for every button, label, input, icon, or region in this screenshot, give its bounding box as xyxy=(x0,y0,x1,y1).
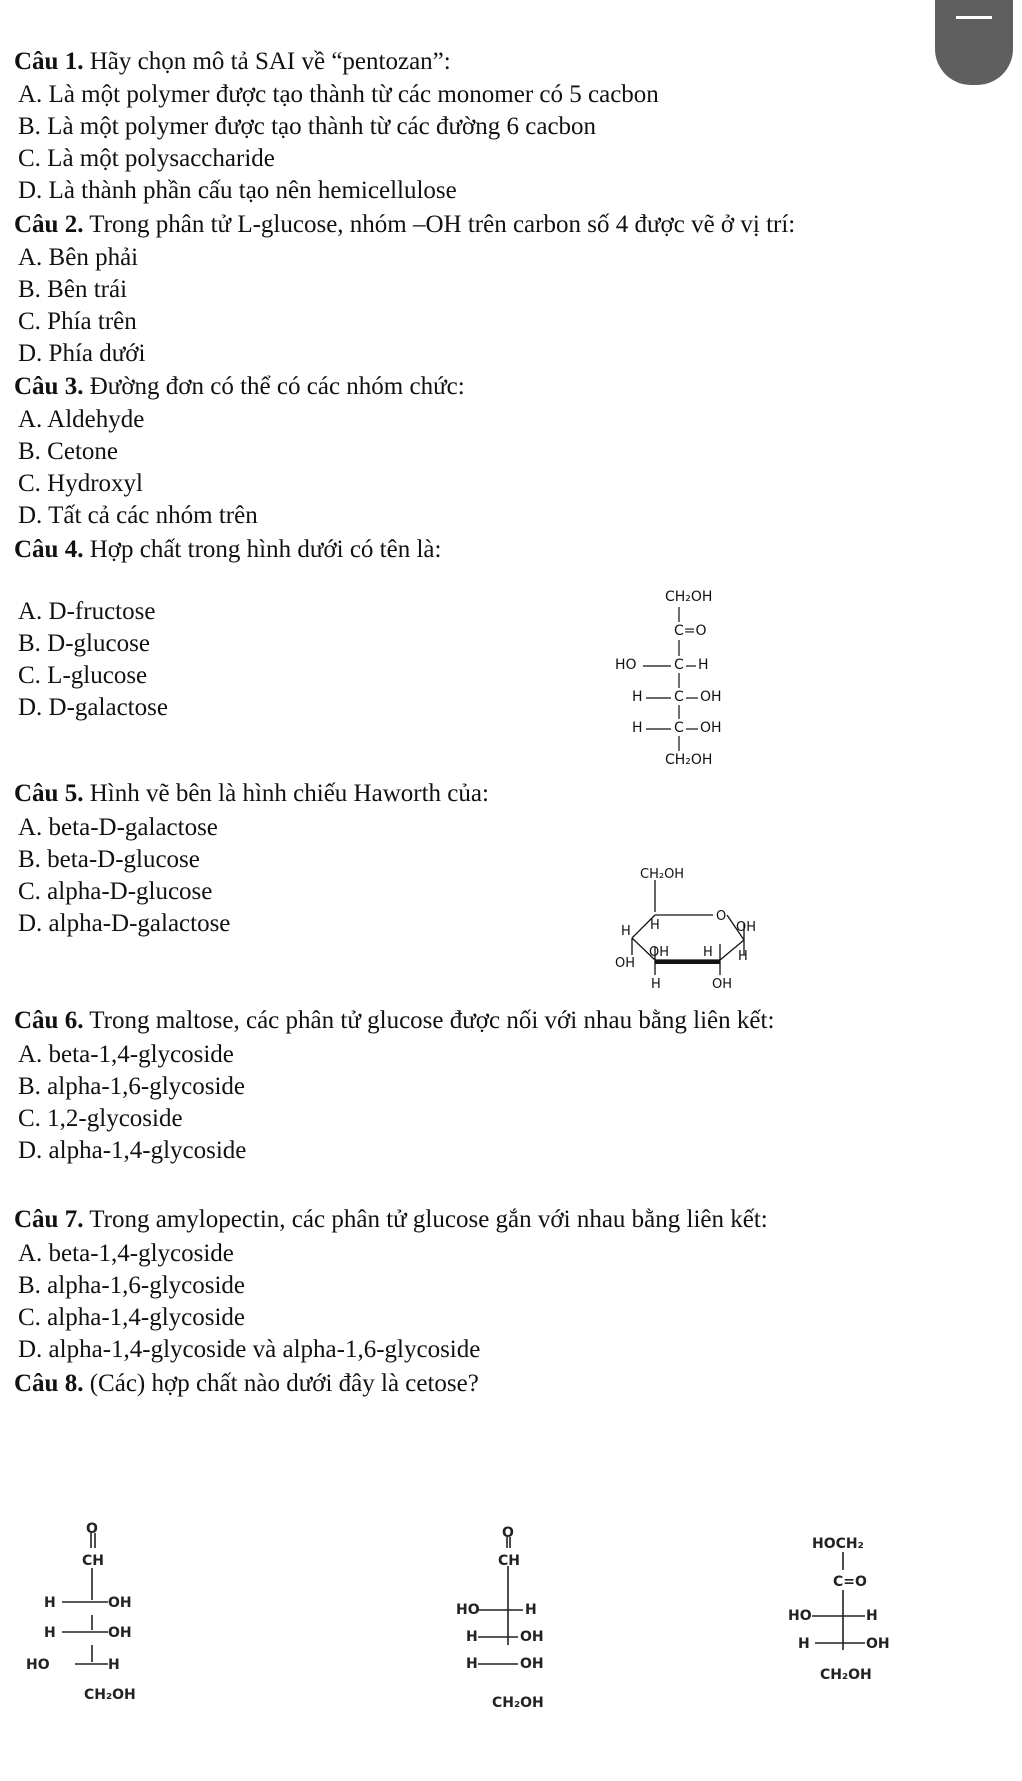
s3-r2r: OH xyxy=(866,1636,890,1652)
fischer-c2: C=O xyxy=(674,623,707,639)
haworth-ch2oh: CH₂OH xyxy=(640,867,685,882)
s2-r1r: H xyxy=(525,1602,537,1618)
s1-r2l: H xyxy=(44,1625,56,1641)
fischer-c3: C xyxy=(674,657,684,673)
s1-r1l: H xyxy=(44,1595,56,1611)
haworth-c1-oh: OH xyxy=(736,920,757,935)
s1-r3l: HO xyxy=(26,1657,50,1673)
option-6a[interactable]: A. beta-1,4-glycoside xyxy=(18,1041,234,1068)
s2-top: O xyxy=(502,1525,514,1541)
question-label: Câu 2. xyxy=(14,211,84,238)
option-2a[interactable]: A. Bên phải xyxy=(18,244,139,271)
s2-r3l: H xyxy=(466,1656,478,1672)
option-5c[interactable]: C. alpha-D-glucose xyxy=(18,878,213,905)
fischer-c5: C xyxy=(674,720,684,736)
option-6d[interactable]: D. alpha-1,4-glycoside xyxy=(18,1137,247,1164)
haworth-c5-h: H xyxy=(621,924,631,939)
s1-r1r: OH xyxy=(108,1595,132,1611)
question-text: Hợp chất trong hình dưới có tên là: xyxy=(83,536,442,563)
haworth-c4-oh: OH xyxy=(615,956,636,971)
s2-r2r: OH xyxy=(520,1629,544,1645)
question-label: Câu 1. xyxy=(14,48,84,75)
s1-r3r: H xyxy=(108,1657,120,1673)
question-label: Câu 4. xyxy=(14,536,84,563)
option-2d[interactable]: D. Phía dưới xyxy=(18,340,146,367)
fischer-c5-left: H xyxy=(632,720,643,736)
option-7b[interactable]: B. alpha-1,6-glycoside xyxy=(18,1272,246,1299)
s2-r3r: OH xyxy=(520,1656,544,1672)
option-6b[interactable]: B. alpha-1,6-glycoside xyxy=(18,1073,246,1100)
question-text: Trong maltose, các phân tử glucose được nối với nhau bằng liên kết: xyxy=(83,1007,775,1034)
question-text: (Các) hợp chất nào dưới đây là cetose? xyxy=(83,1370,479,1397)
option-5a[interactable]: A. beta-D-galactose xyxy=(18,814,218,841)
option-7d[interactable]: D. alpha-1,4-glycoside và alpha-1,6-glycoside xyxy=(18,1336,481,1363)
haworth-c3-h: H xyxy=(651,977,661,992)
haworth-ring-o: O xyxy=(716,909,727,924)
fischer-c3-right: H xyxy=(698,657,709,673)
question-label: Câu 3. xyxy=(14,373,84,400)
s3-r2l: H xyxy=(798,1636,810,1652)
option-4a[interactable]: A. D-fructose xyxy=(18,598,156,625)
option-6c[interactable]: C. 1,2-glycoside xyxy=(18,1105,183,1132)
question-text: Trong phân tử L-glucose, nhóm –OH trên carbon số 4 được vẽ ở vị trí: xyxy=(83,211,796,238)
haworth-c2-h: H xyxy=(703,945,713,960)
option-1a[interactable]: A. Là một polymer được tạo thành từ các monomer có 5 cacbon xyxy=(18,81,659,108)
option-5b[interactable]: B. beta-D-glucose xyxy=(18,846,200,873)
haworth-c4-h: H xyxy=(650,918,660,933)
fischer-c4-right: OH xyxy=(700,689,722,705)
option-1c[interactable]: C. Là một polysaccharide xyxy=(18,145,275,172)
option-1d[interactable]: D. Là thành phần cấu tạo nên hemicellulose xyxy=(18,177,457,204)
s3-top: HOCH₂ xyxy=(812,1536,864,1552)
option-4c[interactable]: C. L-glucose xyxy=(18,662,148,689)
question-text: Trong amylopectin, các phân tử glucose gắn với nhau bằng liên kết: xyxy=(83,1206,768,1233)
s2-bottom: CH₂OH xyxy=(492,1695,544,1711)
s1-bottom: CH₂OH xyxy=(84,1687,136,1703)
s2-ald: CH xyxy=(498,1553,520,1569)
fischer-c3-left: HO xyxy=(615,657,637,673)
question-label: Câu 5. xyxy=(14,780,84,807)
s2-r1l: HO xyxy=(456,1602,480,1618)
s3-r1l: HO xyxy=(788,1608,812,1624)
option-7a[interactable]: A. beta-1,4-glycoside xyxy=(18,1240,234,1267)
s1-top: O xyxy=(86,1521,98,1537)
option-1b[interactable]: B. Là một polymer được tạo thành từ các đường 6 cacbon xyxy=(18,113,597,140)
s1-r2r: OH xyxy=(108,1625,132,1641)
s1-ald: CH xyxy=(82,1553,104,1569)
haworth-c3-oh: OH xyxy=(649,945,670,960)
question-label: Câu 7. xyxy=(14,1206,84,1233)
fischer-top: CH₂OH xyxy=(665,589,713,605)
option-2b[interactable]: B. Bên trái xyxy=(18,276,128,303)
s3-r1r: H xyxy=(866,1608,878,1624)
option-4b[interactable]: B. D-glucose xyxy=(18,630,150,657)
option-5d[interactable]: D. alpha-D-galactose xyxy=(18,910,231,937)
s3-c2: C=O xyxy=(833,1574,867,1590)
question-text: Hình vẽ bên là hình chiếu Haworth của: xyxy=(83,780,489,807)
fischer-bottom: CH₂OH xyxy=(665,752,713,768)
option-3a[interactable]: A. Aldehyde xyxy=(18,406,145,433)
question-text: Đường đơn có thể có các nhóm chức: xyxy=(83,373,465,400)
option-3d[interactable]: D. Tất cả các nhóm trên xyxy=(18,502,258,529)
option-3c[interactable]: C. Hydroxyl xyxy=(18,470,143,497)
option-2c[interactable]: C. Phía trên xyxy=(18,308,137,335)
option-4d[interactable]: D. D-galactose xyxy=(18,694,168,721)
option-7c[interactable]: C. alpha-1,4-glycoside xyxy=(18,1304,246,1331)
fischer-c5-right: OH xyxy=(700,720,722,736)
question-label: Câu 6. xyxy=(14,1007,84,1034)
haworth-c2-oh: OH xyxy=(712,977,733,992)
question-text: Hãy chọn mô tả SAI về “pentozan”: xyxy=(83,48,451,75)
s3-bottom: CH₂OH xyxy=(820,1667,872,1683)
fischer-c4-left: H xyxy=(632,689,643,705)
fischer-c4: C xyxy=(674,689,684,705)
haworth-c1-h: H xyxy=(738,949,748,964)
option-3b[interactable]: B. Cetone xyxy=(18,438,118,465)
s2-r2l: H xyxy=(466,1629,478,1645)
question-label: Câu 8. xyxy=(14,1370,84,1397)
